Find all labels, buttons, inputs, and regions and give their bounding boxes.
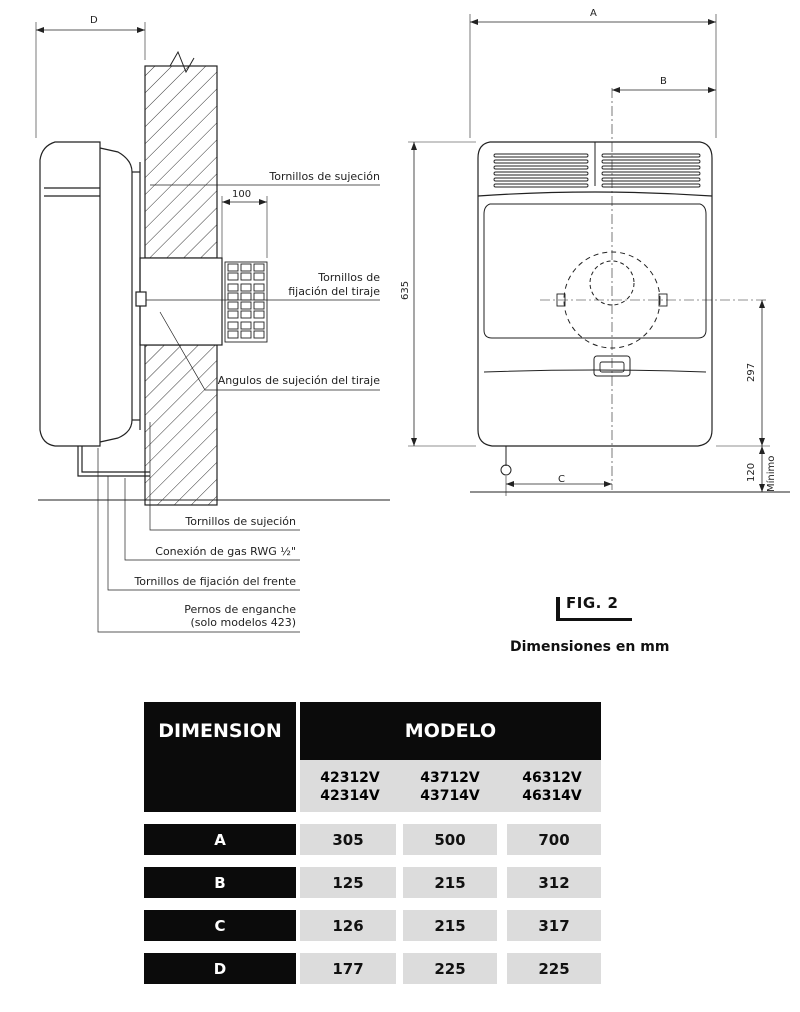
model-3-line2: 46314V bbox=[522, 788, 582, 804]
dim-label-b: B bbox=[660, 76, 667, 87]
table-cell: 126 bbox=[300, 910, 396, 941]
model-3-line1: 46312V bbox=[522, 770, 582, 786]
callout-tornillos-tiraje-2: fijación del tiraje bbox=[288, 285, 380, 298]
dim-label-d: D bbox=[90, 15, 98, 26]
side-view bbox=[36, 22, 390, 632]
dim-label-minimo: Mínimo bbox=[766, 455, 777, 492]
model-2-line2: 43714V bbox=[420, 788, 480, 804]
dim-label-297: 297 bbox=[746, 362, 757, 382]
row-label-d: D bbox=[144, 953, 296, 984]
wall bbox=[140, 52, 222, 505]
row-label-c: C bbox=[144, 910, 296, 941]
dim-label-635: 635 bbox=[400, 280, 411, 300]
model-2-line1: 43712V bbox=[420, 770, 480, 786]
callout-pernos-1: Pernos de enganche bbox=[184, 603, 296, 616]
model-column-1 bbox=[300, 766, 400, 808]
table-cell: 225 bbox=[403, 953, 497, 984]
table-cell: 177 bbox=[300, 953, 396, 984]
flue-grid bbox=[225, 262, 267, 342]
table-cell: 215 bbox=[403, 867, 497, 898]
callout-tornillos-sujecion-bottom: Tornillos de sujeción bbox=[185, 515, 296, 528]
dim-label-c: C bbox=[558, 474, 565, 485]
table-cell: 125 bbox=[300, 867, 396, 898]
row-label-a: A bbox=[144, 824, 296, 855]
table-cell: 215 bbox=[403, 910, 497, 941]
model-1-line1: 42312V bbox=[320, 770, 380, 786]
dim-label-a: A bbox=[590, 8, 597, 19]
table-cell: 500 bbox=[403, 824, 497, 855]
model-1-line2: 42314V bbox=[320, 788, 380, 804]
units-note: Dimensiones en mm bbox=[510, 639, 670, 655]
table-cell: 305 bbox=[300, 824, 396, 855]
front-view bbox=[408, 14, 790, 496]
fig-label: FIG. 2 bbox=[566, 594, 619, 612]
callout-angulos-sujecion: Angulos de sujeción del tiraje bbox=[217, 374, 380, 387]
header-dimension: DIMENSION bbox=[144, 702, 296, 812]
callout-conexion-gas: Conexión de gas RWG ½" bbox=[155, 545, 296, 558]
callout-tornillos-frente: Tornillos de fijación del frente bbox=[134, 575, 296, 588]
heater-side bbox=[40, 142, 150, 476]
heater-front-body bbox=[478, 142, 712, 446]
table-cell: 700 bbox=[507, 824, 601, 855]
callout-tornillos-tiraje-1: Tornillos de bbox=[318, 271, 380, 284]
fig-label-underline bbox=[556, 618, 632, 621]
model-column-2 bbox=[402, 766, 498, 808]
callout-tornillos-sujecion-top: Tornillos de sujeción bbox=[269, 170, 380, 183]
dim-label-100: 100 bbox=[232, 189, 252, 200]
table-cell: 317 bbox=[507, 910, 601, 941]
dim-label-120: 120 bbox=[746, 462, 757, 482]
callout-pernos-2: (solo modelos 423) bbox=[190, 616, 296, 629]
table-cell: 225 bbox=[507, 953, 601, 984]
row-label-b: B bbox=[144, 867, 296, 898]
table-cell: 312 bbox=[507, 867, 601, 898]
model-column-3 bbox=[504, 766, 600, 808]
header-modelo: MODELO bbox=[300, 702, 601, 760]
